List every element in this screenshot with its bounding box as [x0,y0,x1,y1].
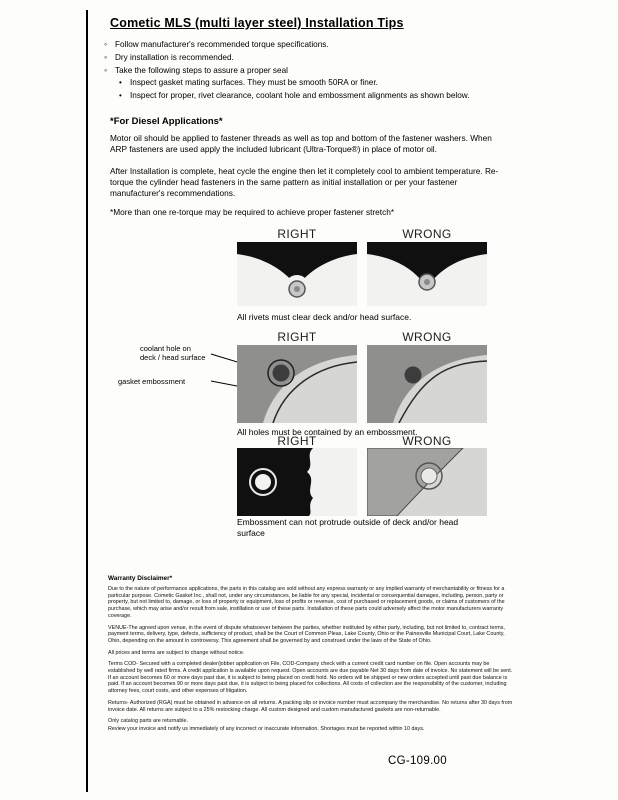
diesel-paragraph: After Installation is complete, heat cycle the engine then let it completely cool to ambient temperature. Re-torque the cylinder head fasteners in the same pattern as initial installation or per your fastener manufacturer's recommendations. [110,166,499,198]
tip-sub-item: • Inspect gasket mating surfaces. They must be smooth 50RA or finer. [119,79,524,88]
tip-item: ◦ Follow manufacturer's recommended torque specifications. [104,41,524,50]
containment-caption: All holes must be contained by an embossment. [237,427,418,437]
disclaimer-paragraph: Terms COD- Secured with a completed dealer/jobber application on File, COD-Company check with a current credit card number on file. Open accounts may be established by well rated firms. A credit application is available upon request. Open accounts are due payable Net 30 days from date of invoice. No statement will be sent. If an account becomes 60 or more days past due, it is subject to being placed on credit hold. No orders will be shipped or new orders accepted until past due balance is paid. If an account becomes 90 or more days past due, it is subject to being placed for collections. All costs of collection are the responsibility of the customer, including attorney fees, court costs, and other expenses of litigation. [108,661,513,695]
tip-item: ◦ Take the following steps to assure a proper seal [104,67,524,76]
right-label: RIGHT [277,434,317,448]
diesel-applications-heading: *For Diesel Applications* [110,116,223,127]
left-border-rule [86,10,88,792]
gasket-embossment-annotation: gasket embossment [118,377,186,386]
page-code: CG-109.00 [388,755,447,767]
coolant-label-line: coolant hole on [140,344,191,353]
protrusion-right-diagram [237,448,357,516]
disclaimer-paragraph: Review your invoice and notify us immediately of any incorrect or inaccurate information. Shortages must be reported within 10 days. [108,726,425,733]
tips-list [104,41,524,105]
rivet-clearance-wrong-diagram [367,242,487,306]
disclaimer-paragraph: Due to the nature of performance applications, the parts in this catalog are sold without any express warranty or any implied warranty of merchantability or fitness for a particular purpose. Cometic Gasket Inc., shall not, under any circumstances, be liable for any special, incidental or consequential damages, including, person, party or property, but not limited to, damage, or loss of property or equipment, loss of profits or revenue, cost of purchased or replacement goods, or claims of customers of the purchase, which may arise and/or result from sale, instillation or use of these parts. Installation of these parts could adversely affect the motor manufacturers warranty coverage. [108,586,505,619]
page-title: Cometic MLS (multi layer steel) Installation Tips [110,16,404,30]
tip-sub-item: • Inspect for proper, rivet clearance, coolant hole and embossment alignments as shown below. [119,92,524,101]
warranty-disclaimer-section [108,575,514,738]
wrong-label: WRONG [402,434,452,448]
protrusion-wrong-diagram [367,448,487,516]
coolant-label-line: deck / head surface [140,353,206,363]
disclaimer-paragraph: All prices and terms are subject to change without notice. [108,649,245,656]
disclaimer-heading: Warranty Disclaimer* [108,575,173,582]
disclaimer-paragraph: Returns- Authorized (RGA) must be obtained in advance on all returns. A packing slip or invoice number must accompany the merchandise. No returns after 30 days from invoice date. All returns are subject to a 25% restocking charge. All custom designed and custom manufactured gaskets are non-returnable. [108,699,513,713]
retorque-note: *More than one re-torque may be required to achieve proper fastener stretch* [110,207,395,217]
disclaimer-paragraph: VENUE-The agreed upon venue, in the event of dispute whatsoever between the parties, whether instituted by either party, including, but not limited to, contract terms, payment terms, delivery, type, defects, sufficiency of product, shall be the Court of Common Pleas, Lake County, Ohio or the Painesville Municipal Court, Lake County, Ohio, depending on the amount in controversy. This agreement shall be governed by and construed under the laws of the State of Ohio. [108,624,505,644]
rivet-clearance-right-diagram [237,242,357,306]
coolant-hole-annotation [140,344,212,363]
tip-item: ◦ Dry installation is recommended. [104,54,524,63]
wrong-label: WRONG [402,227,452,241]
disclaimer-paragraph: Only catalog parts are returnable. [108,718,189,725]
wrong-label: WRONG [402,330,452,344]
diesel-paragraph: Motor oil should be applied to fastener threads as well as top and bottom of the fastener washers. When ARP fasteners are used apply the included lubricant (Ultra-Torque®) in place of motor oil. [110,133,492,154]
right-label: RIGHT [277,330,317,344]
embossment-containment-wrong-diagram [367,345,487,423]
rivet-caption: All rivets must clear deck and/or head surface. [237,312,412,322]
embossment-containment-right-diagram [237,345,357,423]
right-label: RIGHT [277,227,317,241]
protrusion-caption: Embossment can not protrude outside of deck and/or head surface [237,517,459,538]
